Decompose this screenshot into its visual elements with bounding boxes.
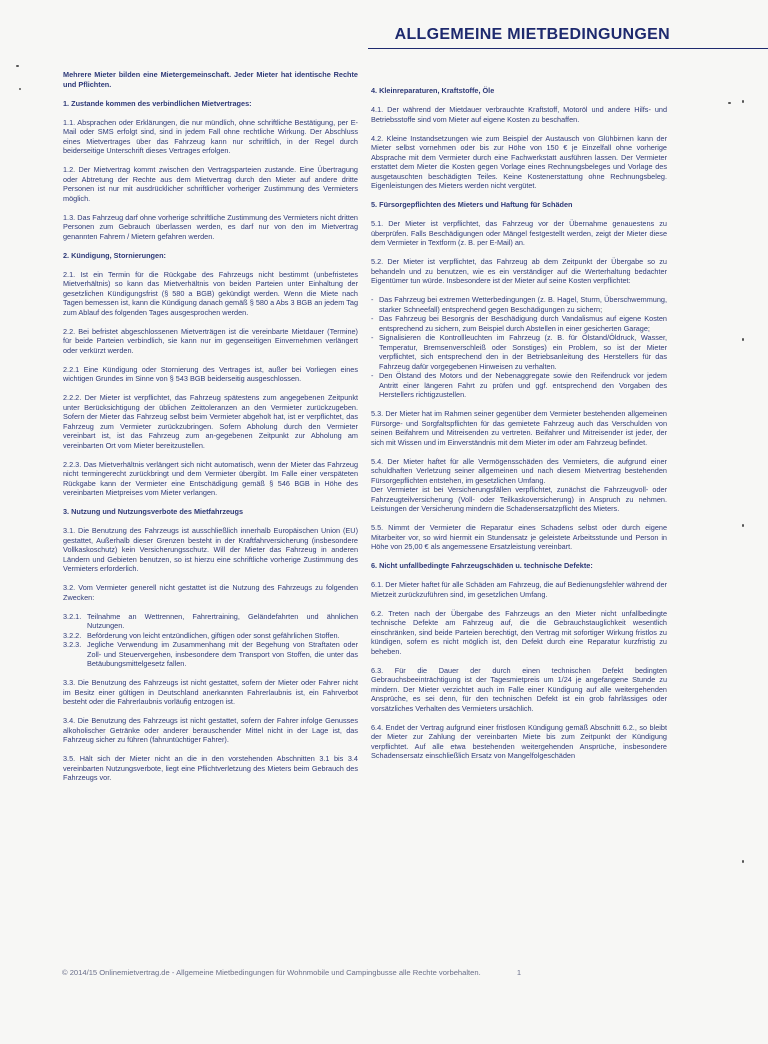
dash-mark: -: [371, 314, 374, 323]
clause-6-3: 6.3. Für die Dauer der durch einen technischen Defekt bedingten Gebrauchsbeeinträchtigung ist der Tagesmietpreis um 1/24 je angefangene Stunde zu mindern. Der Mieter verzichtet auch im Falle einer Kündigung auf alle weitergehenden Ansprüche, es sei denn, für den technischen Defekt ist ein grob fahrlässiges oder vorsätzliches Verhalten des Vermieters ursächlich.: [371, 665, 667, 713]
duty-item: [371, 333, 667, 371]
clause-2-2-2: 2.2.2. Der Mieter ist verpflichtet, das Fahrzeug spätestens zum angegebenen Zeitpunkt unter Berücksichtigung der üblichen Zeittoleranzen an den Vermieter zurückzugeben. Sofern der Mieter das Fahrzeug selbst beim Vermieter abgeholt hat, ist er verpflichtet, das Fahrzeug zum Vermieter zurückzubringen. Sofern Abholung durch den Vermieter vereinbart ist, ist das Fahrzeug zum an-gegebenen Zeitpunkt zur Abholung am vereinbarten Ort vom Mieter bereitzustellen.: [63, 393, 358, 450]
clause-2-2: 2.2. Bei befristet abgeschlossenen Mietverträgen ist die vereinbarte Mietdauer (Termine) für beide Parteien verbindlich, sie kann nur im gegenseitigen Einvernehmen verlängert oder verkürzt werden.: [63, 326, 358, 355]
duty-item: [371, 371, 667, 400]
clause-4-2: 4.2. Kleine Instandsetzungen wie zum Beispiel der Austausch von Glühbirnen kann der Mieter selbst vornehmen oder bis zur Höhe von 150 € je Einzelfall ohne vorherige Absprache mit dem Vermieter durch eine Fachwerkstatt ausführen lassen. Der Vermieter erstattet dem Mieter die Kosten gegen Vorlage eines Rechnungsbeleges und Vorlage des ausgetauschten beschädigten Teiles. Keine Kostenerstattung ohne Rechnungsbeleg. Eigenleistungen des Mieters werden nicht vergütet.: [371, 133, 667, 190]
clause-number: 3.2.3.: [63, 640, 82, 649]
clause-text: Teilnahme an Wettrennen, Fahrertraining, Geländefahrten und ähnlichen Nutzungen.: [87, 611, 358, 630]
duty-item: [371, 314, 667, 333]
clause-5-3: 5.3. Der Mieter hat im Rahmen seiner gegenüber dem Vermieter bestehenden allgemeinen Fürsorge- und Sorgfaltspflichten für das gemietete Fahrzeug auch das Verschulden von seinen Beifahrern und Mitreisenden zu vertreten. Beifahrer und Mitreisender ist jeder, der sich mit Wissen und im Einverständnis mit dem Mieter im oder am Fahrzeug befindet.: [371, 409, 667, 447]
clause-3-4: 3.4. Die Benutzung des Fahrzeugs ist nicht gestattet, sofern der Fahrer infolge Genusses alkoholischer Getränke oder anderer berauschender Mittel nicht in der Lage ist, das Fahrzeug sicher zu führen (fahruntüchtiger Fahrer).: [63, 716, 358, 744]
clause-2-2-1: 2.2.1 Eine Kündigung oder Stornierung des Vertrages ist, außer bei Vorliegen eines wichtigen Grundes im Sinne von § 543 BGB beiderseitig ausgeschlossen.: [63, 364, 358, 383]
scan-speck: [19, 88, 21, 90]
clause-3-2-2: [63, 631, 358, 641]
section-2-heading: 2. Kündigung, Stornierungen:: [63, 250, 166, 260]
page-number: 1: [516, 968, 522, 977]
clause-5-4-insurance: Der Vermieter ist bei Versicherungsfällen verpflichtet, zunächst die Fahrzeugvoll- oder Fahrzeugteilversicherung (Voll- oder Teilkaskoversicherung) in Anspruch zu nehmen. Leistungen der Versicherung mindern die Schadensersatzpflicht des Mieters.: [371, 485, 667, 513]
page-title: ALLGEMEINE MIETBEDINGUNGEN: [394, 26, 670, 43]
clause-number: 3.2.2.: [63, 630, 82, 640]
clause-1-1: 1.1. Absprachen oder Erklärungen, die nur mündlich, ohne schriftliche Bestätigung, per E-Mail oder SMS erfolgt sind, sind in jedem Fall ohne rechtliche Wirkung. Der Abschluss eines Mietvertrages über das Fahrzeug kann nur schriftlich, in der Regel durch beiderseitige Unterschrift dieses Vertrages erfolgen.: [63, 117, 358, 155]
section-1-heading: 1. Zustande kommen des verbindlichen Mietvertrages:: [63, 98, 252, 108]
scan-speck: [742, 524, 744, 527]
left-column: [63, 70, 358, 783]
duty-text: Den Ölstand des Motors und der Nebenaggregate sowie den Reifendruck vor jedem Antritt einer längeren Fahrt zu prüfen und ggf. entsprechend den Vorgaben des Herstellers richtigzustellen.: [379, 371, 667, 399]
scan-speck: [728, 102, 731, 104]
clause-5-1: 5.1. Der Mieter ist verpflichtet, das Fahrzeug vor der Übernahme genauestens zu überprüfen. Falls Beschädigungen oder Mängel festgestellt werden, zeigt der Mieter diese dem Vermieter in Textform (z. B. per E-Mail) an.: [371, 219, 667, 247]
page-footer: [62, 968, 521, 977]
scan-speck: [742, 860, 744, 863]
clause-2-2-3: 2.2.3. Das Mietverhältnis verlängert sich nicht automatisch, wenn der Mieter das Fahrzeug nicht termingerecht zurückbringt und dem Vermieter übergibt. Im Falle einer verspäteten Rückgabe kann der Vermieter eine Entschädigung gemäß § 546 BGB in Höhe des vereinbarten Mietpreises vom Mieter verlangen.: [63, 459, 358, 497]
dash-mark: -: [371, 371, 374, 380]
clause-6-2: 6.2. Treten nach der Übergabe des Fahrzeugs an den Mieter nicht unfallbedingte technische Defekte am Fahrzeug auf, die die Gebrauchstauglichkeit wesentlich einschränken, sind beide Parteien berechtigt, den Vertrag mit sofortiger Wirkung fristlos zu kündigen, sofern es nicht möglich ist, den Defekt durch eine Reparatur kurzfristig zu beheben.: [371, 608, 667, 656]
clause-5-4: 5.4. Der Mieter haftet für alle Vermögensschäden des Vermieters, die aufgrund einer schuldhaften Verletzung seiner allgemeinen und nach diesem Mietvertrag bestehenden Fürsorgepflichten entstehen, im gesetzlichen Umfang.: [371, 456, 667, 485]
clause-5-5: 5.5. Nimmt der Vermieter die Reparatur eines Schadens selbst oder durch eigene Mitarbeiter vor, so wird hiermit ein Stundensatz je geleistete Arbeitsstunde und Person in Höhe von 25,00 € als angemessene Ersatzleistung vereinbart.: [371, 523, 667, 551]
clause-3-1: 3.1. Die Benutzung des Fahrzeugs ist ausschließlich innerhalb Europäischen Union (EU) gestattet, Außerhalb dieser Grenzen besteht in der Kraftfahrversicherung (insbesondere Vollkaskoschutz) kein Versicherungsschutz. Will der Mieter das Fahrzeug in anderen Ländern und Gebieten benutzen, so ist hierzu eine schriftliche vorherige Zustimmung des Vermieters erforderlich.: [63, 526, 358, 573]
header-rule: [368, 48, 768, 49]
clause-1-2: 1.2. Der Mietvertrag kommt zwischen den Vertragsparteien zustande. Eine Übertragung oder Abtretung der Rechte aus dem Mietvertrag durch den Mieter auf andere dritte Personen ist nur mit ausdrücklicher schriftlicher vorheriger Zustimmung des Vermieters möglich.: [63, 165, 358, 203]
section-5-heading: 5. Fürsorgepflichten des Mieters und Haftung für Schäden: [371, 200, 573, 209]
duty-item: [371, 295, 667, 314]
scan-speck: [742, 338, 744, 341]
section-4-heading: 4. Kleinreparaturen, Kraftstoffe, Öle: [371, 86, 495, 95]
section-3-heading: 3. Nutzung und Nutzungsverbote des Mietfahrzeugs: [63, 507, 243, 516]
intro-text: Mehrere Mieter bilden eine Mietergemeinschaft. Jeder Mieter hat identische Rechte und Pflichten.: [63, 70, 358, 89]
clause-3-3: 3.3. Die Benutzung des Fahrzeugs ist nicht gestattet, sofern der Mieter oder Fahrer nicht im Besitz einer gültigen in Deutschland anerkannten Fahrerlaubnis ist, ein Fahrverbot besteht oder die Fahrerlaubnis vorläufig entzogen ist.: [63, 678, 358, 706]
clause-6-1: 6.1. Der Mieter haftet für alle Schäden am Fahrzeug, die auf Bedienungsfehler während der Mietzeit zurückzuführen sind, im gesetzlichen Umfang.: [371, 580, 667, 599]
clause-text: Beförderung von leicht entzündlichen, giftigen oder sonst gefährlichen Stoffen.: [87, 630, 340, 640]
clause-text: Jegliche Verwendung im Zusammenhang mit der Begehung von Straftaten oder Zoll- und Steuervergehen, insbesondere dem Transport von Stoffen, die unter das Betäubungsmittelgesetz fallen.: [87, 640, 358, 668]
dash-mark: -: [371, 333, 374, 342]
clause-3-2-1: [63, 612, 358, 631]
scan-speck: [742, 100, 744, 103]
duty-text: Signalisieren die Kontrollleuchten im Fahrzeug (z. B. für Ölstand/Öldruck, Wasser, Temperatur, Bremsenverschleiß oder Sonstiges) ein Problem, so ist der Mieter verpflichtet, sich entsprechend den in der Betriebsanleitung des Herstellers für das Fahrzeug dafür vorgegebenen Hinweisen zu verhalten.: [379, 333, 667, 371]
clause-1-3: 1.3. Das Fahrzeug darf ohne vorherige schriftliche Zustimmung des Vermieters nicht dritten Personen zum Gebrauch überlassen werden, es darf nur von den im Mietvertrag genannten Fahrern / Mietern gefahren werden.: [63, 212, 358, 241]
dash-mark: -: [371, 295, 374, 304]
clause-2-1: 2.1. Ist ein Termin für die Rückgabe des Fahrzeugs nicht bestimmt (unbefristetes Mietverhältnis) so kann das Mietverhältnis von beiden Parteien unter Einhaltung der gesetzlichen Kündigungsfrist (§ 580 a BGB) gekündigt werden. Wenn die Miete nach Tagen bemessen ist, kann die Kündigung danach gemäß § 580 a Abs 3 BGB an jedem Tag zum Ablauf des folgenden Tages ausgesprochen werden.: [63, 269, 358, 317]
right-column: [371, 86, 667, 761]
clause-3-2: 3.2. Vom Vermieter generell nicht gestattet ist die Nutzung des Fahrzeugs zu folgenden Zwecken:: [63, 583, 358, 602]
clause-6-4: 6.4. Endet der Vertrag aufgrund einer fristlosen Kündigung gemäß Abschnitt 6.2., so bleibt der Mieter zur Zahlung der vereinbarten Miete bis zum Zeitpunkt der Kündigung verpflichtet. Auf alle etwa bestehenden weitergehenden Ansprüche, insbesondere Schadensersatz einschließlich Ersatz von Mangelfolgeschäden: [371, 722, 667, 760]
clause-4-1: 4.1. Der während der Mietdauer verbrauchte Kraftstoff, Motoröl und andere Hilfs- und Betriebsstoffe sind vom Mieter auf eigene Kosten zu beschaffen.: [371, 105, 667, 124]
duty-text: Das Fahrzeug bei Besorgnis der Beschädigung durch Vandalismus auf eigene Kosten entsprechend zu sichern, zum Beispiel durch Abstellen in einer gesicherten Garage;: [379, 314, 667, 333]
duty-text: Das Fahrzeug bei extremen Wetterbedingungen (z. B. Hagel, Sturm, Überschwemmung, starker Schneefall) entsprechend gegen Beschädigungen zu sichern;: [379, 295, 667, 314]
clause-number: 3.2.1.: [63, 611, 82, 621]
section-6-heading: 6. Nicht unfallbedingte Fahrzeugschäden u. technische Defekte:: [371, 561, 593, 570]
copyright-notice: © 2014/15 Onlinemietvertrag.de - Allgemeine Mietbedingungen für Wohnmobile und Campingbusse alle Rechte vorbehalten.: [62, 968, 481, 977]
clause-3-2-3: [63, 640, 358, 669]
scan-speck: [16, 65, 19, 67]
clause-3-5: 3.5. Hält sich der Mieter nicht an die in den vorstehenden Abschnitten 3.1 bis 3.4 vereinbarten Nutzungsverbote, liegt eine Pflichtverletzung des Mieters beim Gebrauch des Fahrzeugs vor.: [63, 754, 358, 782]
clause-5-2: 5.2. Der Mieter ist verpflichtet, das Fahrzeug ab dem Zeitpunkt der Übergabe so zu behandeln und zu benutzen, wie es ein verständiger auf die Werterhaltung bedachter Eigentümer tun würde. Insbesondere ist der Mieter auf seine Kosten verpflichtet:: [371, 257, 667, 285]
